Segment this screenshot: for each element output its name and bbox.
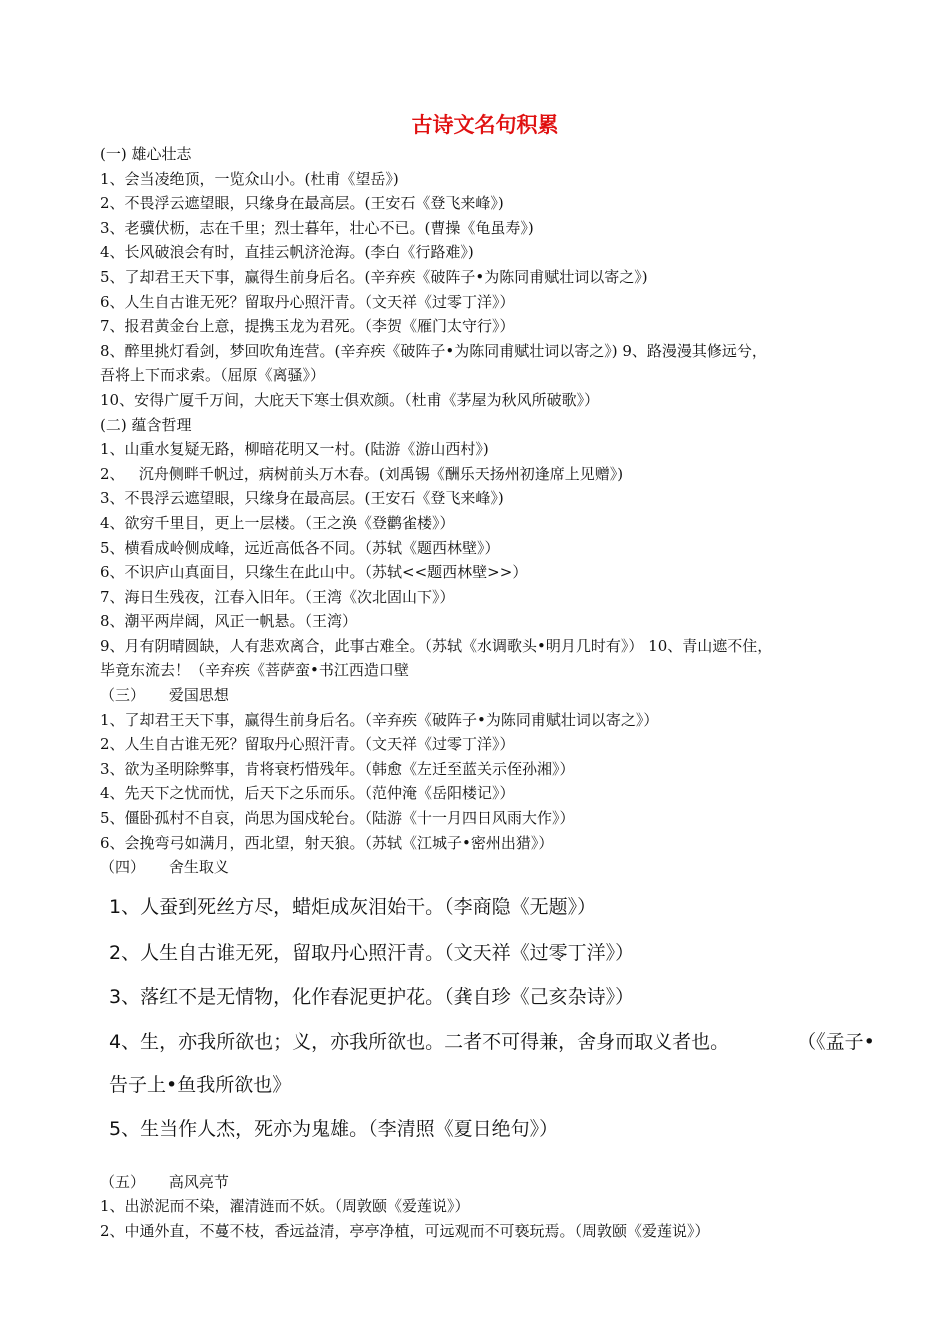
document-title: 古诗文名句积累 — [411, 112, 559, 137]
quote-source: （《孟子• — [797, 1030, 875, 1053]
quote-line: 8、潮平两岸阔，风正一帆悬。（王湾） — [100, 612, 358, 631]
quote-line: 3、不畏浮云遮望眼，只缘身在最高层。(王安石《登飞来峰》) — [100, 489, 504, 508]
quote-line: 9、月有阴晴圆缺，人有悲欢离合，此事古难全。（苏轼《水调歌头•明月几时有》） 10、青山遮不住， — [100, 636, 773, 655]
section-heading-1: (一) 雄心壮志 — [100, 145, 192, 163]
quote-line: 5、横看成岭侧成峰，远近高低各不同。（苏轼《题西林壁》） — [100, 538, 500, 557]
quote-line: 6、会挽弯弓如满月，西北望，射天狼。（苏轼《江城子•密州出猎》） — [100, 833, 554, 852]
quote-line: 1、会当凌绝顶，一览众山小。(杜甫《望岳》) — [100, 169, 399, 188]
section-heading-2: (二) 蕴含哲理 — [100, 415, 192, 434]
quote-line-large: 3、落红不是无情物，化作春泥更护花。（龚自珍《己亥杂诗》） — [109, 985, 635, 1008]
spacer — [100, 1144, 870, 1170]
quote-line: 10、安得广厦千万间，大庇天下寒士俱欢颜。（杜甫《茅屋为秋风所破歌》） — [100, 390, 600, 409]
quote-line: 7、海日生残夜，江春入旧年。（王湾《次北固山下》） — [100, 587, 455, 606]
quote-line-large: 1、人蚕到死丝方尽，蜡炬成灰泪始干。（李商隐《无题》） — [109, 895, 597, 918]
quote-line: 5、了却君王天下事，赢得生前身后名。(辛弃疾《破阵子•为陈同甫赋壮词以寄之》) — [100, 267, 648, 286]
quote-line-large: 5、生当作人杰，死亦为鬼雄。（李清照《夏日绝句》） — [109, 1117, 559, 1140]
document-page — [100, 110, 875, 1244]
quote-line: 1、山重水复疑无路，柳暗花明又一村。(陆游《游山西村》) — [100, 440, 489, 459]
quote-line-large — [100, 1027, 875, 1057]
quote-line-large-continued: 告子上•鱼我所欲也》 — [109, 1073, 292, 1096]
quote-line: 2、人生自古谁无死？留取丹心照汗青。（文天祥《过零丁洋》） — [100, 735, 515, 754]
quote-line: 3、欲为圣明除弊事，肯将衰朽惜残年。（韩愈《左迁至蓝关示侄孙湘》） — [100, 759, 575, 778]
quote-line: 吾将上下而求索。（屈原《离骚》） — [100, 366, 326, 385]
quote-line: 6、不识庐山真面目，只缘生在此山中。（苏轼<<题西林壁>>） — [100, 563, 528, 582]
quote-line: 6、人生自古谁无死？留取丹心照汗青。（文天祥《过零丁洋》） — [100, 292, 515, 311]
quote-line: 8、醉里挑灯看剑，梦回吹角连营。(辛弃疾《破阵子•为陈同甫赋壮词以寄之》) 9、路漫漫其修远兮， — [100, 341, 767, 360]
section-heading-3: （三） 爱国思想 — [100, 686, 229, 705]
quote-line: 3、老骥伏枥，志在千里；烈士暮年，壮心不已。(曹操《龟虽寿》) — [100, 218, 534, 237]
quote-text: 4、生，亦我所欲也；义，亦我所欲也。二者不可得兼，舍身而取义者也。 — [109, 1030, 730, 1053]
quote-line: 2、不畏浮云遮望眼，只缘身在最高层。(王安石《登飞来峰》) — [100, 194, 504, 213]
quote-line: 4、先天下之忧而忧，后天下之乐而乐。（范仲淹《岳阳楼记》） — [100, 784, 515, 803]
section-heading-4: （四） 舍生取义 — [100, 858, 229, 877]
quote-line: 2、中通外直，不蔓不枝，香远益清，亭亭净植，可远观而不可亵玩焉。（周敦颐《爱莲说》） — [100, 1222, 710, 1240]
quote-line: 4、长风破浪会有时，直挂云帆济沧海。(李白《行路难》) — [100, 243, 474, 262]
quote-line: 毕竟东流去！（辛弃疾《菩萨蛮•书江西造口壁 — [100, 661, 409, 680]
quote-line: 2、 沉舟侧畔千帆过，病树前头万木春。(刘禹锡《酬乐天扬州初逢席上见赠》) — [100, 464, 624, 483]
quote-line: 7、报君黄金台上意，提携玉龙为君死。（李贺《雁门太守行》） — [100, 317, 515, 336]
quote-line: 1、出淤泥而不染，濯清涟而不妖。（周敦颐《爱莲说》） — [100, 1197, 470, 1216]
quote-line-large: 2、人生自古谁无死，留取丹心照汗青。（文天祥《过零丁洋》） — [109, 941, 635, 964]
quote-line: 1、了却君王天下事，赢得生前身后名。（辛弃疾《破阵子•为陈同甫赋壮词以寄之》） — [100, 710, 659, 729]
quote-line: 4、欲穷千里目，更上一层楼。（王之涣《登鹳雀楼》） — [100, 513, 455, 532]
quote-line: 5、僵卧孤村不自哀，尚思为国戍轮台。（陆游《十一月四日风雨大作》） — [100, 809, 575, 828]
section-heading-5: （五） 高风亮节 — [100, 1172, 229, 1191]
